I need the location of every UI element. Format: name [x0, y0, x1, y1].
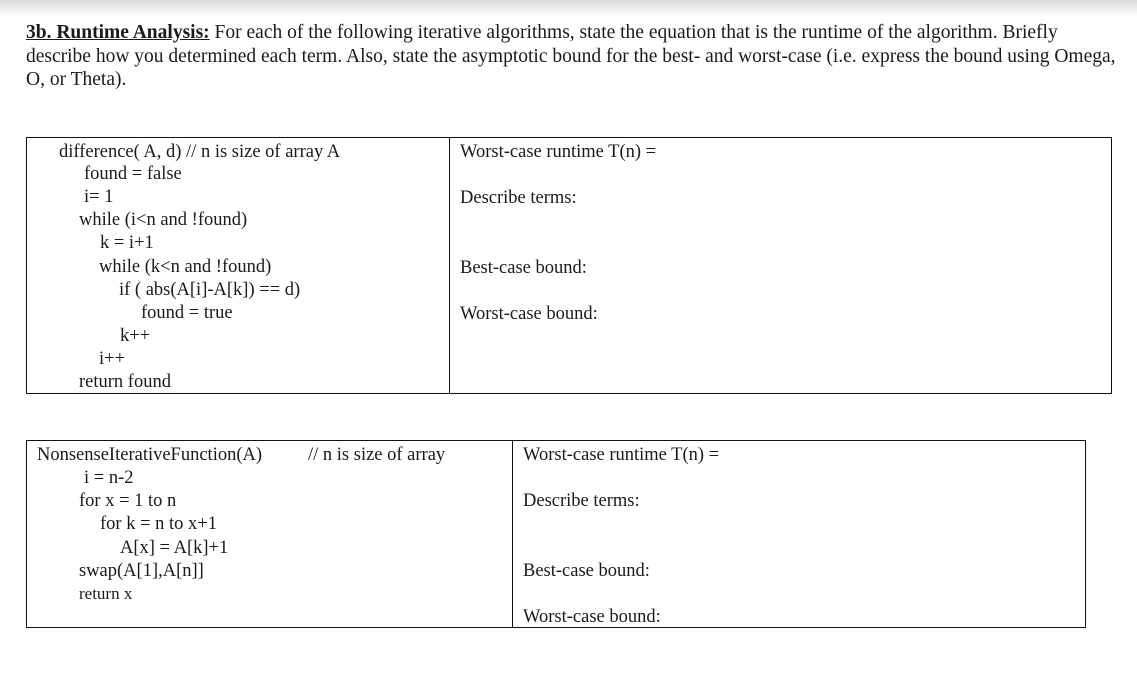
- code-line: for x = 1 to n: [79, 491, 177, 511]
- table-2-divider: [512, 441, 513, 627]
- code-line: difference( A, d) // n is size of array A: [59, 142, 341, 162]
- code-line: return found: [79, 372, 171, 392]
- question-text: For each of the following iterative algorithms, state the equation that is the runtime of the algorithm. Briefly describe how you determined each term. Also, state the asymptotic bound for the best- and worst-case (i.e. express the bound using Omega, O, or Theta).: [26, 22, 1116, 90]
- code-line: for k = n to x+1: [100, 514, 217, 534]
- best-case-bound-prompt: Best-case bound:: [460, 258, 587, 278]
- algorithm-table-2: [26, 440, 1086, 628]
- code-line: found = true: [141, 303, 233, 323]
- code-line: swap(A[1],A[n]]: [79, 561, 204, 581]
- top-shadow: [0, 0, 1137, 16]
- question-heading: [26, 21, 1116, 92]
- code-line: k = i+1: [100, 233, 154, 253]
- code-line: k++: [120, 326, 151, 346]
- worst-runtime-prompt: Worst-case runtime T(n) =: [523, 445, 720, 465]
- code-line: i= 1: [84, 187, 114, 207]
- table-1-divider: [449, 138, 450, 393]
- best-case-bound-prompt: Best-case bound:: [523, 561, 650, 581]
- algorithm-table-1: [26, 137, 1112, 394]
- code-line: found = false: [84, 164, 182, 184]
- signature-comment: // n is size of array: [308, 445, 446, 465]
- question-label: 3b. Runtime Analysis:: [26, 22, 210, 43]
- code-line: if ( abs(A[i]-A[k]) == d): [119, 280, 301, 300]
- worst-runtime-prompt: Worst-case runtime T(n) =: [460, 142, 657, 162]
- code-line: A[x] = A[k]+1: [120, 538, 229, 558]
- worst-case-bound-prompt: Worst-case bound:: [460, 304, 598, 324]
- describe-terms-prompt: Describe terms:: [460, 188, 577, 208]
- code-line: while (i<n and !found): [79, 210, 248, 230]
- worst-case-bound-prompt: Worst-case bound:: [523, 607, 661, 627]
- code-line: i++: [99, 349, 126, 369]
- code-line: i = n-2: [84, 468, 134, 488]
- function-signature: NonsenseIterativeFunction(A): [37, 445, 263, 465]
- code-line: while (k<n and !found): [99, 257, 272, 277]
- code-line: return x: [79, 584, 133, 603]
- describe-terms-prompt: Describe terms:: [523, 491, 640, 511]
